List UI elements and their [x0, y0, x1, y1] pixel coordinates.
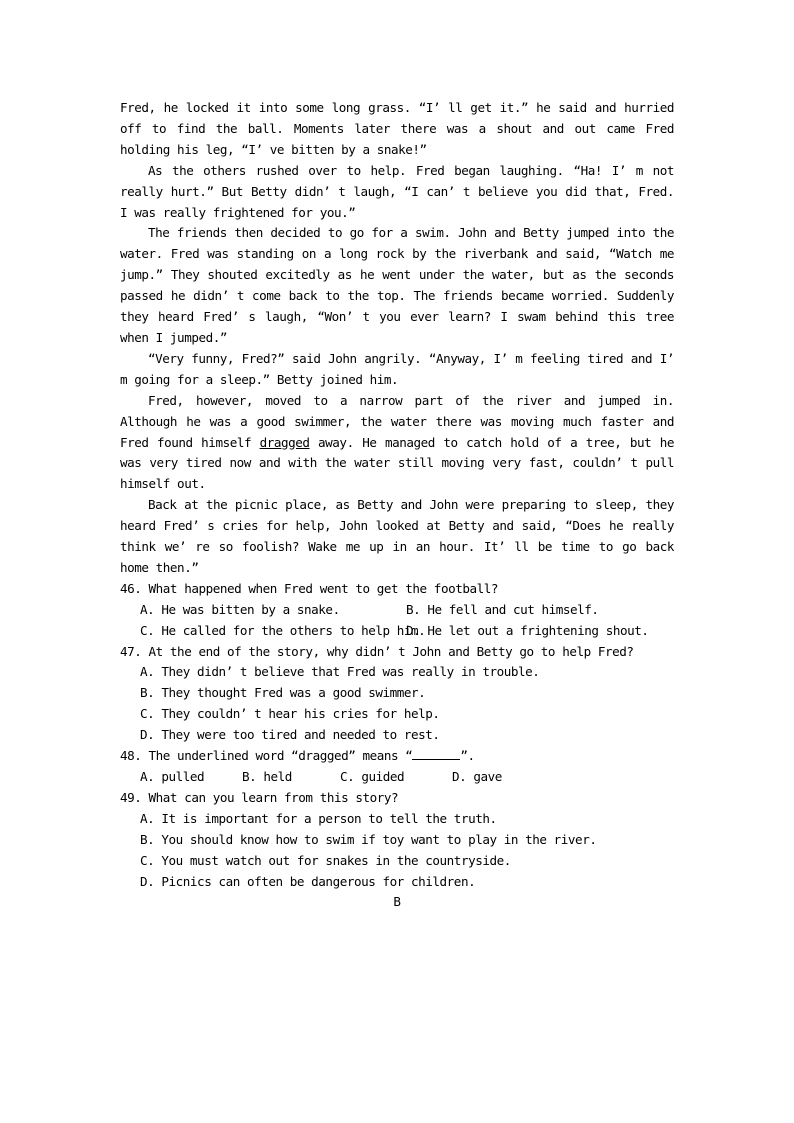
underlined-word: dragged — [259, 434, 310, 450]
question-48-stem-after: ”. — [460, 748, 475, 764]
question-48-options-row — [120, 767, 674, 788]
paragraph-5-text-after: away. He managed to catch hold of a tree, but he was very tired now and with the water still moving very fast, couldn’ t pull himself out. — [120, 434, 674, 492]
section-letter: B — [393, 894, 401, 910]
question-46-option-b: B. He fell and cut himself. — [406, 601, 599, 617]
question-48-option-a: A. pulled — [140, 769, 205, 784]
question-47-stem: 47. At the end of the story, why didn’ t John and Betty go to help Fred? — [120, 643, 634, 659]
question-46-option-a: A. He was bitten by a snake. — [140, 601, 340, 617]
story-paragraph-3: The friends then decided to go for a swim. John and Betty jumped into the water. Fred was standing on a long rock by the riverbank and said, “Watch me jump.” They shouted excitedly as he went under the water, but as the seconds passed he didn’ t come back to the top. The friends became worried. Suddenly they heard Fred’ s laugh, “Won’ t you ever learn? I swam behind this tree when I jumped.” — [120, 225, 674, 345]
question-47-option-a: A. They didn’ t believe that Fred was really in trouble. — [140, 664, 540, 680]
question-49-option-b: B. You should know how to swim if toy want to play in the river. — [140, 831, 597, 847]
question-48-stem — [120, 746, 674, 767]
question-48-stem-before: 48. The underlined word “dragged” means “ — [120, 748, 413, 764]
story-paragraph-6: Back at the picnic place, as Betty and John were preparing to sleep, they heard Fred’ s cries for help, John looked at Betty and said, “Does he really think we’ re so foolish? Wake me up in an hour. It’ ll be time to go back home then.” — [120, 497, 674, 575]
question-49-option-c: C. You must watch out for snakes in the countryside. — [140, 852, 511, 868]
answer-blank — [412, 747, 460, 760]
question-48-option-c: C. guided — [340, 769, 405, 784]
exam-page — [120, 98, 674, 913]
question-46-options-row-2 — [120, 621, 674, 642]
question-49-option-d: D. Picnics can often be dangerous for children. — [140, 873, 476, 889]
question-48-option-d: D. gave — [452, 769, 502, 784]
question-49-option-a: A. It is important for a person to tell the truth. — [140, 810, 497, 826]
question-46-option-c: C. He called for the others to help him. — [140, 622, 426, 638]
story-paragraph-5 — [120, 391, 674, 496]
question-48-option-b: B. held — [242, 769, 292, 784]
story-paragraph-2: As the others rushed over to help. Fred began laughing. “Ha! I’ m not really hurt.” But Betty didn’ t laugh, “I can’ t believe you did that, Fred. I was really frightened for you.” — [120, 162, 674, 220]
question-49-stem: 49. What can you learn from this story? — [120, 789, 399, 805]
question-46-option-d: D. He let out a frightening shout. — [406, 622, 649, 638]
story-paragraph-4: “Very funny, Fred?” said John angrily. “Anyway, I’ m feeling tired and I’ m going for a sleep.” Betty joined him. — [120, 350, 674, 387]
question-46-options-row-1 — [120, 600, 674, 621]
question-47-option-c: C. They couldn’ t hear his cries for help. — [140, 706, 440, 722]
question-47-option-d: D. They were too tired and needed to rest. — [140, 727, 440, 743]
question-47-option-b: B. They thought Fred was a good swimmer. — [140, 685, 426, 701]
question-46-stem: 46. What happened when Fred went to get the football? — [120, 580, 499, 596]
story-paragraph-1: Fred, he locked it into some long grass. “I’ ll get it.” he said and hurried off to find the ball. Moments later there was a shout and out came Fred holding his leg, “I’ ve bitten by a snake!” — [120, 100, 674, 157]
paragraph-5-text-before: Fred, however, moved to a narrow part of the river and jumped in. Although he was a good swimmer, the water there was moving much faster and Fred found himself — [120, 392, 674, 450]
